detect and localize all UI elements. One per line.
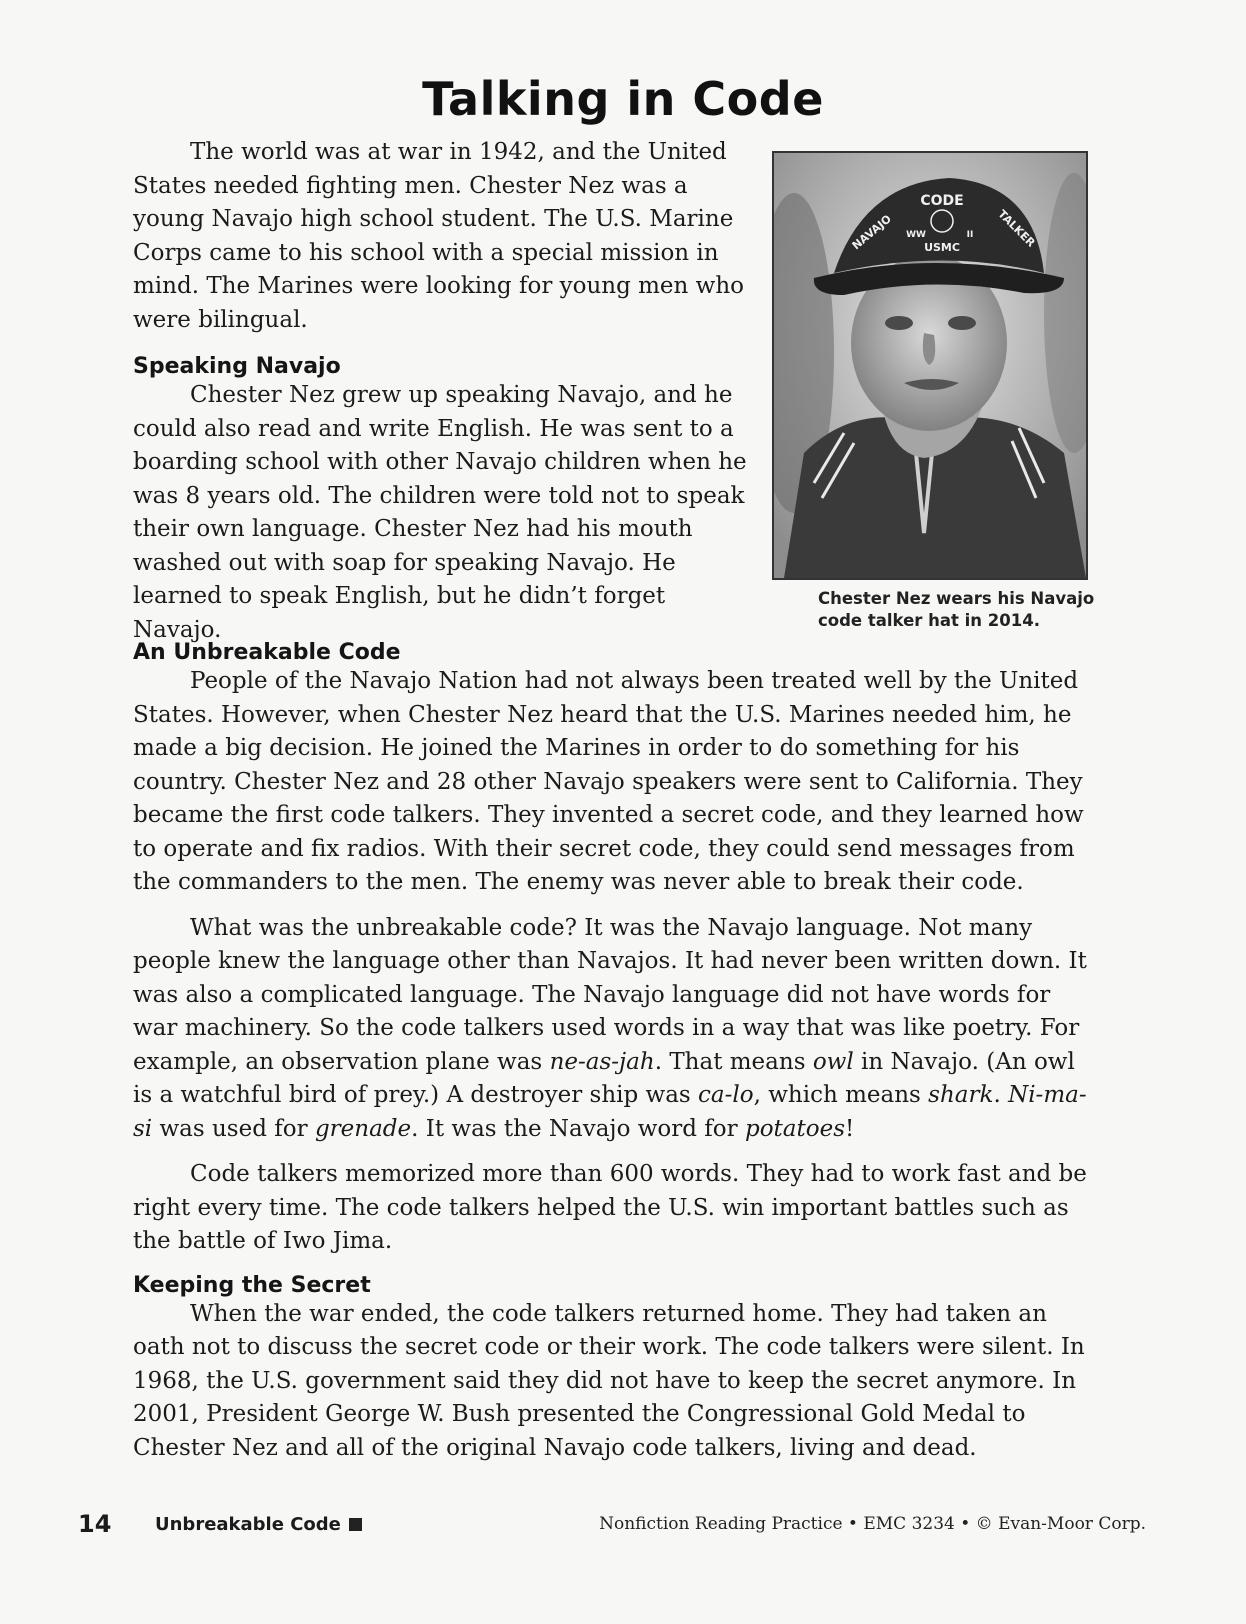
hat-text-talker: TALKER	[995, 207, 1038, 250]
section-heading-speaking-navajo: Speaking Navajo	[133, 354, 341, 379]
footer-credit: Nonfiction Reading Practice • EMC 3234 • © Evan-Moor Corp.	[599, 1514, 1146, 1534]
section-heading-keeping-the-secret: Keeping the Secret	[133, 1272, 371, 1298]
hat-text-usmc: USMC	[924, 241, 960, 254]
speaking-navajo-paragraph: Chester Nez grew up speaking Navajo, and he could also read and write English. He was sent to a boarding school with other Navajo children when he was 8 years old. The children were told not to speak their own language. Chester Nez had his mouth washed out with soap for speaking Navajo. He learned to speak English, but he didn’t forget Navajo.	[133, 382, 747, 643]
hat-text-ii: II	[966, 230, 974, 240]
unbreakable-paragraph-3: Code talkers memorized more than 600 words. They had to work fast and be right every time. The code talkers helped the U.S. win important battles such as the battle of Iwo Jima.	[133, 1161, 1087, 1254]
section-heading-unbreakable-code: An Unbreakable Code	[133, 640, 401, 665]
hat-text-navajo: NAVAJO	[849, 212, 894, 253]
chester-nez-photo	[772, 151, 1088, 580]
unbreakable-code-section	[133, 640, 1093, 1465]
unbreakable-paragraph-2: What was the unbreakable code? It was the Navajo language. Not many people knew the language other than Navajos. It had never been written down. It was also a complicated language. The Navajo language did not have words for war machinery. So the code talkers used words in a way that was like poetry. For example, an observation plane was ne-as-jah. That means owl in Navajo. (An owl is a watchful bird of prey.) A destroyer ship was ca-lo, which means shark. Ni-ma-si was used for grenade. It was the Navajo word for potatoes!	[133, 914, 1087, 1142]
page-title: Talking in Code	[422, 72, 824, 126]
hat-text-code: CODE	[920, 193, 964, 209]
footer-unit-title: Unbreakable Code	[155, 1514, 362, 1535]
intro-paragraph: The world was at war in 1942, and the United States needed fighting men. Chester Nez was a young Navajo high school student. The U.S. Marine Corps came to his school with a special mission in mind. The Marines were looking for young men who were bilingual.	[133, 139, 745, 333]
photo-caption: Chester Nez wears his Navajo code talker hat in 2014.	[818, 589, 1095, 630]
page-number: 14	[78, 1510, 112, 1538]
intro-column	[133, 136, 753, 647]
unbreakable-paragraph-1: People of the Navajo Nation had not always been treated well by the United States. However, when Chester Nez heard that the U.S. Marines needed him, he made a big decision. He joined the Marines in order to do something for his country. Chester Nez and 28 other Navajo speakers were sent to California. They became the first code talkers. They invented a secret code, and they learned how to operate and fix radios. With their secret code, they could send messages from the commanders to the men. The enemy was never able to break their code.	[133, 668, 1084, 895]
hat-text-ww: WW	[906, 230, 926, 240]
portrait-illustration	[774, 153, 1086, 578]
keeping-secret-paragraph: When the war ended, the code talkers returned home. They had taken an oath not to discuss the secret code or their work. The code talkers were silent. In 1968, the U.S. government said they did not have to keep the secret anymore. In 2001, President George W. Bush presented the Congressional Gold Medal to Chester Nez and all of the original Navajo code talkers, living and dead.	[133, 1300, 1085, 1461]
square-bullet-icon	[349, 1518, 362, 1531]
